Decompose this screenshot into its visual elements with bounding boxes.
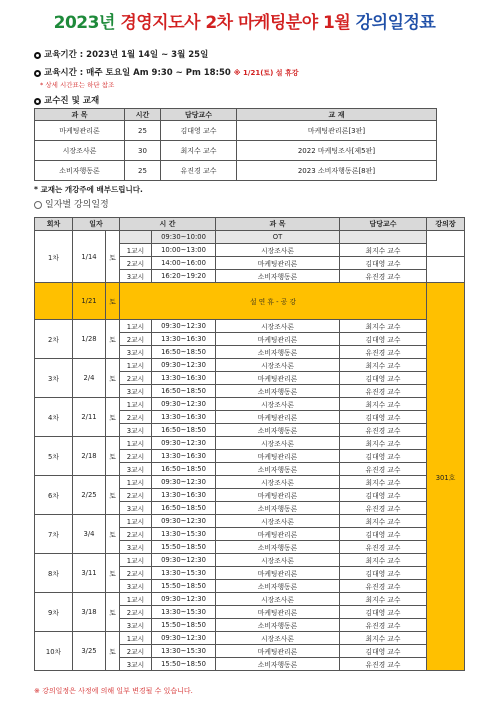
cell: 3교시: [120, 385, 152, 398]
cell: 최지수 교수: [340, 593, 427, 606]
cell: [427, 257, 465, 283]
table-row: [35, 161, 437, 181]
cell: 7차: [35, 515, 73, 554]
period-label: 교육기간 : 2023년 1월 14일 ~ 3월 25일: [44, 50, 209, 60]
cell: OT: [216, 231, 340, 244]
cell: 소비자행동론: [216, 541, 340, 554]
cell: 09:30~12:30: [152, 398, 216, 411]
header-professor: 담당교수: [340, 218, 427, 231]
cell: [427, 231, 465, 257]
cell: 16:50~18:50: [152, 346, 216, 359]
time-line: [34, 66, 299, 78]
cell: 마케팅관리론: [216, 489, 340, 502]
cell: 3교시: [120, 619, 152, 632]
cell: 10:00~13:00: [152, 244, 216, 257]
cell: 2/25: [73, 476, 106, 515]
cell: 시장조사론: [216, 632, 340, 645]
cell: 1교시: [120, 320, 152, 333]
cell: 2/4: [73, 359, 106, 398]
table-row: [35, 283, 465, 320]
cell: 시장조사론: [216, 359, 340, 372]
cell: 13:30~15:30: [152, 606, 216, 619]
cell: 마케팅관리론: [216, 450, 340, 463]
cell: 13:30~15:30: [152, 528, 216, 541]
cell: 마케팅관리론: [35, 121, 125, 141]
cell: 김대영 교수: [340, 489, 427, 502]
cell: 1교시: [120, 515, 152, 528]
cell: 13:30~16:30: [152, 489, 216, 502]
cell: 토: [106, 320, 120, 359]
cell: 시장조사론: [216, 476, 340, 489]
cell: 유진경 교수: [340, 424, 427, 437]
cell: 김대영 교수: [340, 528, 427, 541]
cell: 최지수 교수: [340, 244, 427, 257]
cell: 토: [106, 515, 120, 554]
table-header-row: [35, 109, 437, 121]
cell: 4차: [35, 398, 73, 437]
table-row: [35, 554, 465, 567]
cell: 소비자행동론: [35, 161, 125, 181]
cell: 2/11: [73, 398, 106, 437]
table-row: [35, 359, 465, 372]
cell: 시장조사론: [216, 515, 340, 528]
cell: 30: [125, 141, 161, 161]
table-row: [35, 121, 437, 141]
cell: 1교시: [120, 554, 152, 567]
cell: 김대영 교수: [340, 372, 427, 385]
cell: 3/11: [73, 554, 106, 593]
header-room: 강의장: [427, 218, 465, 231]
cell: 소비자행동론: [216, 580, 340, 593]
cell: 유진경 교수: [340, 270, 427, 283]
cell: 김대영 교수: [340, 411, 427, 424]
cell: 8차: [35, 554, 73, 593]
header-subject: 과 목: [35, 109, 125, 121]
cell: 09:30~10:00: [152, 231, 216, 244]
table-row: [35, 141, 437, 161]
cell: 시장조사론: [35, 141, 125, 161]
bullet-icon: [34, 70, 41, 77]
cell: 09:30~12:30: [152, 476, 216, 489]
cell: 토: [106, 437, 120, 476]
period-line: [34, 48, 208, 60]
cell: 토: [106, 593, 120, 632]
cell: 2교시: [120, 257, 152, 270]
cell: 소비자행동론: [216, 658, 340, 671]
cell: 소비자행동론: [216, 502, 340, 515]
header-professor: 담당교수: [161, 109, 237, 121]
cell: 2교시: [120, 333, 152, 346]
cell: 김대영 교수: [340, 257, 427, 270]
cell: 유진경 교수: [340, 463, 427, 476]
cell: 유진경 교수: [340, 346, 427, 359]
cell: 김대영 교수: [340, 333, 427, 346]
cell: 소비자행동론: [216, 346, 340, 359]
cell: 3교시: [120, 346, 152, 359]
cell: 유진경 교수: [340, 619, 427, 632]
table-row: [35, 398, 465, 411]
cell: 3/4: [73, 515, 106, 554]
cell: 시장조사론: [216, 320, 340, 333]
table-row: [35, 515, 465, 528]
cell: 1교시: [120, 359, 152, 372]
cell: 소비자행동론: [216, 463, 340, 476]
cell: 1차: [35, 231, 73, 283]
cell: 소비자행동론: [216, 619, 340, 632]
page-title: [0, 8, 489, 33]
cell: 16:50~18:50: [152, 424, 216, 437]
cell: 1/28: [73, 320, 106, 359]
title-year: 2023년: [53, 13, 115, 33]
cell: 1교시: [120, 632, 152, 645]
cell: 1교시: [120, 476, 152, 489]
cell: 2교시: [120, 450, 152, 463]
cell: 시장조사론: [216, 593, 340, 606]
cell: 토: [106, 283, 120, 320]
professor-table: [34, 108, 437, 181]
cell: 김대영 교수: [340, 450, 427, 463]
cell: 김대영 교수: [340, 645, 427, 658]
cell: 1/21: [73, 283, 106, 320]
cell: 2교시: [120, 606, 152, 619]
cell: 3교시: [120, 424, 152, 437]
cell: 토: [106, 359, 120, 398]
cell: 유진경 교수: [340, 502, 427, 515]
cell: 3교시: [120, 658, 152, 671]
cell: 2023 소비자행동론[8판]: [237, 161, 437, 181]
cell: 25: [125, 161, 161, 181]
cell: 3/25: [73, 632, 106, 671]
cell: 최지수 교수: [340, 359, 427, 372]
table-row: [35, 593, 465, 606]
table-row: [35, 476, 465, 489]
cell: 최지수 교수: [340, 320, 427, 333]
cell: 25: [125, 121, 161, 141]
cell: 유진경 교수: [340, 658, 427, 671]
cell: 마케팅관리론: [216, 567, 340, 580]
cell: 토: [106, 398, 120, 437]
cell: 최지수 교수: [340, 554, 427, 567]
bullet-icon: [34, 52, 41, 59]
cell: 3/18: [73, 593, 106, 632]
cell: 시장조사론: [216, 437, 340, 450]
cell: 소비자행동론: [216, 424, 340, 437]
time-label: 교육시간 : 매주 토요일 Am 9:30 ~ Pm 18:50: [44, 68, 231, 78]
cell: 최지수 교수: [161, 141, 237, 161]
cell: 최지수 교수: [340, 476, 427, 489]
cell: 마케팅관리론[3판]: [237, 121, 437, 141]
cell: 마케팅관리론: [216, 372, 340, 385]
header-date: 일자: [73, 218, 120, 231]
cell: 2교시: [120, 372, 152, 385]
header-hours: 시간: [125, 109, 161, 121]
header-textbook: 교 재: [237, 109, 437, 121]
cell: 김대영 교수: [340, 567, 427, 580]
circle-icon: [34, 201, 42, 209]
cell: 시장조사론: [216, 244, 340, 257]
cell: 3교시: [120, 541, 152, 554]
cell: 13:30~16:30: [152, 333, 216, 346]
prof-section-label: 교수진 및 교재: [44, 96, 100, 106]
cell: 2교시: [120, 645, 152, 658]
cell: 16:50~18:50: [152, 502, 216, 515]
cell: 마케팅관리론: [216, 606, 340, 619]
title-main: 경영지도사 2차 마케팅분야: [120, 13, 318, 33]
cell: 김대영 교수: [340, 606, 427, 619]
cell: 유진경 교수: [340, 580, 427, 593]
cell: 마케팅관리론: [216, 411, 340, 424]
table-header-row: [35, 218, 465, 231]
cell: 마케팅관리론: [216, 528, 340, 541]
cell: 1교시: [120, 244, 152, 257]
cell: 2교시: [120, 528, 152, 541]
cell: 6차: [35, 476, 73, 515]
title-month: 1월: [323, 13, 351, 33]
cell: [340, 231, 427, 244]
book-note: * 교재는 개강주에 배부드립니다.: [34, 185, 143, 194]
prof-section-heading: [34, 94, 99, 106]
cell: 2교시: [120, 411, 152, 424]
cell: 1교시: [120, 398, 152, 411]
detail-note: * 상세 시간표는 하단 참조: [40, 81, 115, 89]
title-rest: 강의일정표: [355, 13, 436, 33]
table-row: [35, 231, 465, 244]
cell: 1교시: [120, 437, 152, 450]
cell: 14:00~16:00: [152, 257, 216, 270]
cell: 최지수 교수: [340, 632, 427, 645]
cell: 09:30~12:30: [152, 437, 216, 450]
table-row: [35, 632, 465, 645]
cell: 15:50~18:50: [152, 619, 216, 632]
cell: 마케팅관리론: [216, 257, 340, 270]
cell: 토: [106, 554, 120, 593]
cell: 유진경 교수: [340, 385, 427, 398]
cell: 김대영 교수: [161, 121, 237, 141]
cell: 15:50~18:50: [152, 658, 216, 671]
cell: 9차: [35, 593, 73, 632]
cell: 09:30~12:30: [152, 632, 216, 645]
header-time: 시 간: [120, 218, 216, 231]
cell: 마케팅관리론: [216, 645, 340, 658]
cell: 소비자행동론: [216, 385, 340, 398]
sched-section-label: 일자별 강의일정: [45, 200, 109, 210]
cell: 3차: [35, 359, 73, 398]
cell: 13:30~16:30: [152, 372, 216, 385]
cell: 16:20~19:20: [152, 270, 216, 283]
cell: [35, 283, 73, 320]
cell: 2차: [35, 320, 73, 359]
cell: 3교시: [120, 270, 152, 283]
holiday-cell: 설 연 휴 - 공 강: [120, 283, 427, 320]
cell: 09:30~12:30: [152, 593, 216, 606]
header-session: 회차: [35, 218, 73, 231]
table-row: [35, 320, 465, 333]
cell: 최지수 교수: [340, 515, 427, 528]
cell: [120, 231, 152, 244]
footnote: ※ 강의일정은 사정에 의해 일부 변경될 수 있습니다.: [34, 687, 193, 695]
cell: 1/14: [73, 231, 106, 283]
cell: 유진경 교수: [340, 541, 427, 554]
cell: 09:30~12:30: [152, 554, 216, 567]
schedule-table: [34, 217, 465, 671]
cell: 3교시: [120, 580, 152, 593]
cell: 16:50~18:50: [152, 463, 216, 476]
cell: 토: [106, 231, 120, 283]
cell: 15:50~18:50: [152, 580, 216, 593]
cell: 13:30~15:30: [152, 645, 216, 658]
cell: 2022 마케팅조사[제5판]: [237, 141, 437, 161]
cell: 13:30~15:30: [152, 567, 216, 580]
cell: 토: [106, 476, 120, 515]
sched-section-heading: [34, 197, 109, 210]
cell: 최지수 교수: [340, 437, 427, 450]
cell: 유진경 교수: [161, 161, 237, 181]
cell: 시장조사론: [216, 554, 340, 567]
cell: 최지수 교수: [340, 398, 427, 411]
cell: 10차: [35, 632, 73, 671]
cell: 301호: [427, 283, 465, 671]
cell: 16:50~18:50: [152, 385, 216, 398]
cell: 3교시: [120, 502, 152, 515]
cell: 토: [106, 632, 120, 671]
table-row: [35, 437, 465, 450]
cell: 15:50~18:50: [152, 541, 216, 554]
cell: 시장조사론: [216, 398, 340, 411]
header-subject: 과 목: [216, 218, 340, 231]
cell: 5차: [35, 437, 73, 476]
cell: 2교시: [120, 567, 152, 580]
cell: 소비자행동론: [216, 270, 340, 283]
cell: 09:30~12:30: [152, 359, 216, 372]
cell: 2/18: [73, 437, 106, 476]
cell: 09:30~12:30: [152, 320, 216, 333]
cell: 3교시: [120, 463, 152, 476]
bullet-icon: [34, 98, 41, 105]
time-note: ※ 1/21(토) 설 휴강: [233, 69, 299, 77]
cell: 09:30~12:30: [152, 515, 216, 528]
cell: 2교시: [120, 489, 152, 502]
cell: 13:30~16:30: [152, 411, 216, 424]
cell: 마케팅관리론: [216, 333, 340, 346]
cell: 1교시: [120, 593, 152, 606]
cell: 13:30~16:30: [152, 450, 216, 463]
